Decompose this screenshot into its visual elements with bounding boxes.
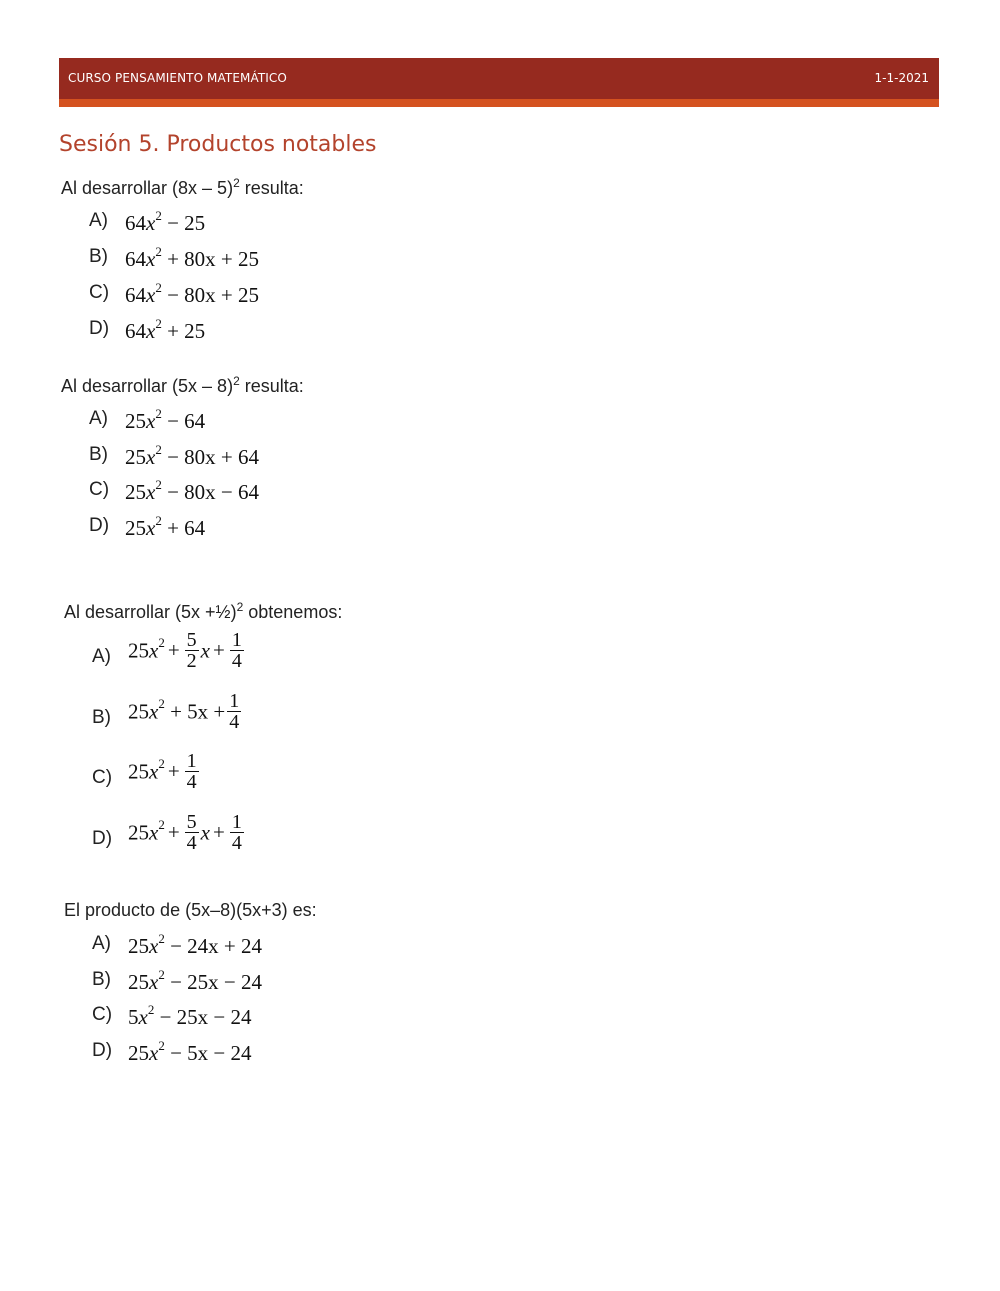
option-letter: A) (89, 210, 108, 231)
option-letter: C) (89, 282, 110, 303)
option-expression: $25x^2$ + $\frac{1}{4}$ (128, 750, 197, 793)
question-3-prompt: Al desarrollar (5x +½)$^2$ obtenemos: (64, 600, 343, 622)
option-expression: $25x^2$ + $\frac{5}{4}$ x + $\frac{1}{4}$ (128, 811, 242, 854)
header-stripe (59, 99, 939, 107)
option-letter: D) (89, 515, 110, 536)
option-expression: $25x^2 - 5x - 24$ (128, 1038, 252, 1065)
option-expression: $64x^2 - 80x + 25$ (125, 280, 260, 307)
option-expression: $5x^2 - 25x - 24$ (128, 1002, 252, 1029)
option-letter: B) (92, 969, 111, 990)
option-letter: C) (92, 1004, 113, 1025)
option-letter: D) (89, 318, 110, 339)
option-letter: B) (89, 246, 108, 267)
option-letter: A) (92, 646, 111, 667)
option-expression: $25x^2 - 80x - 64$ (125, 477, 260, 504)
option-letter: B) (89, 444, 108, 465)
option-expression: $64x^2 + 25$ (125, 316, 206, 343)
option-expression: $25x^2 + 5x$ + $\frac{1}{4}$ (128, 690, 240, 733)
page-header (59, 58, 939, 99)
option-expression: $25x^2 - 24x + 24$ (128, 931, 263, 958)
session-title: Sesión 5. Productos notables (59, 132, 377, 157)
course-name: CURSO PENSAMIENTO MATEMÁTICO (68, 71, 287, 85)
option-letter: B) (92, 707, 111, 728)
header-date: 1-1-2021 (874, 71, 929, 85)
option-expression: $64x^2 - 25$ (125, 208, 206, 235)
option-letter: D) (92, 1040, 113, 1061)
option-letter: C) (89, 479, 110, 500)
question-4-prompt: El producto de (5x–8)(5x+3) es: (64, 900, 317, 920)
option-letter: D) (92, 828, 113, 849)
option-expression: $25x^2 - 64$ (125, 406, 206, 433)
option-letter: C) (92, 767, 113, 788)
question-1-prompt: Al desarrollar (8x – 5)$^2$ resulta: (61, 176, 304, 198)
option-expression: $25x^2 - 25x - 24$ (128, 967, 263, 994)
option-expression: $25x^2$ + $\frac{5}{2}$ x + $\frac{1}{4}$ (128, 629, 242, 672)
option-letter: A) (92, 933, 111, 954)
question-2-prompt: Al desarrollar (5x – 8)$^2$ resulta: (61, 374, 304, 396)
option-letter: A) (89, 408, 108, 429)
option-expression: $25x^2 + 64$ (125, 513, 206, 540)
option-expression: $25x^2 - 80x + 64$ (125, 442, 260, 469)
option-expression: $64x^2 + 80x + 25$ (125, 244, 260, 271)
